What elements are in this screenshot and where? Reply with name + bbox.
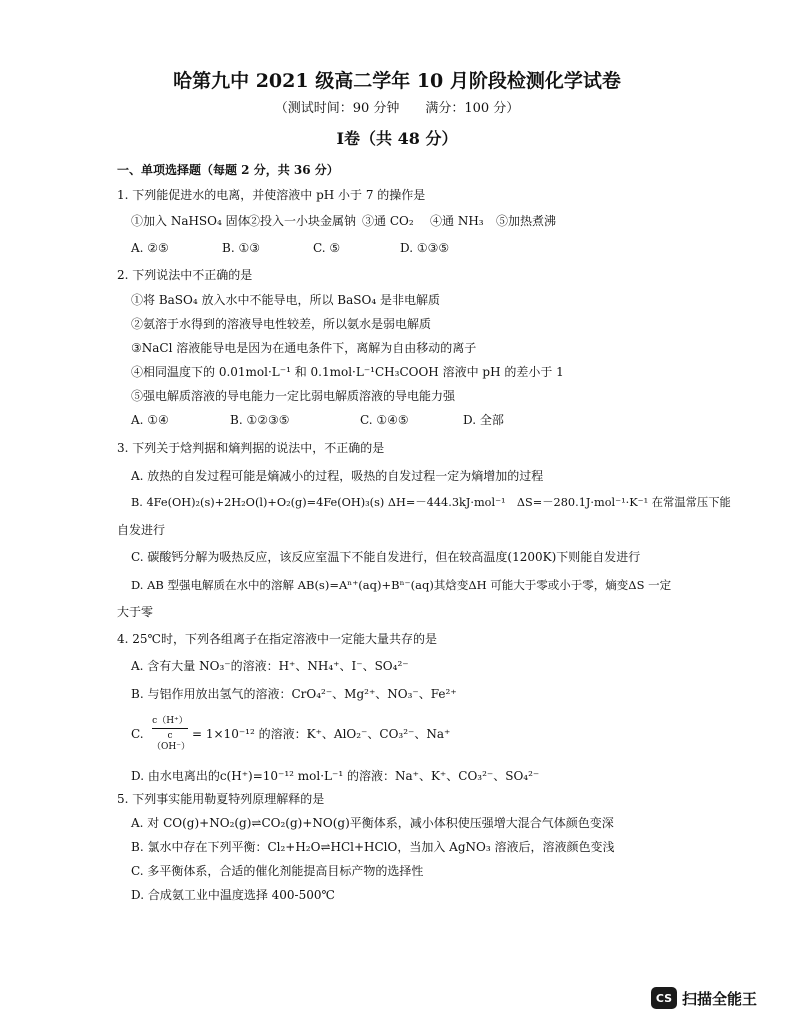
q3-option-a: A. 放热的自发过程可能是熵减小的过程，吸热的自发过程一定为熵增加的过程 <box>131 469 544 483</box>
q1-item-1: ①加入 NaHSO₄ 固体 <box>131 214 250 228</box>
q2-option-b: B. ①②③⑤ <box>230 413 290 427</box>
q3-option-c: C. 碳酸钙分解为吸热反应，该反应室温下不能自发进行，但在较高温度(1200K)下则能自发进行 <box>131 550 641 564</box>
q2-line-5: ⑤强电解质溶液的导电能力一定比弱电解质溶液的导电能力强 <box>131 389 456 403</box>
q5-option-b: B. 氯水中存在下列平衡：Cl₂+H₂O⇌HCl+HClO，当加入 AgNO₃ 溶液后，溶液颜色变浅 <box>131 840 615 854</box>
exam-subtitle: （测试时间：90 分钟 满分：100 分） <box>274 101 520 116</box>
q1-item-3: ③通 CO₂ <box>362 214 414 228</box>
q2-option-a: A. ①④ <box>131 413 169 427</box>
q5-option-c: C. 多平衡体系，合适的催化剂能提高目标产物的选择性 <box>131 864 424 878</box>
q1-option-d: D. ①③⑤ <box>400 241 450 255</box>
q2-option-d: D. 全部 <box>463 413 504 427</box>
q1-option-a: A. ②⑤ <box>131 241 169 255</box>
part-heading: Ⅰ卷（共 48 分） <box>336 129 458 148</box>
q1-option-b: B. ①③ <box>222 241 260 255</box>
q4-stem: 4. 25℃时，下列各组离子在指定溶液中一定能大量共存的是 <box>117 632 437 646</box>
q5-stem: 5. 下列事实能用勒夏特列原理解释的是 <box>117 792 325 806</box>
q4-option-c-label: C. <box>131 727 144 741</box>
q3-option-d-cont: 大于零 <box>117 605 154 619</box>
camscanner-logo-icon: CS <box>651 987 677 1009</box>
q4-option-a: A. 含有大量 NO₃⁻的溶液：H⁺、NH₄⁺、I⁻、SO₄²⁻ <box>131 659 409 673</box>
exam-title: 哈第九中 2021 级高二学年 10 月阶段检测化学试卷 <box>173 70 621 92</box>
q1-option-c: C. ⑤ <box>313 241 341 255</box>
q4-fraction-bar <box>152 728 188 729</box>
q1-item-4: ④通 NH₃ <box>430 214 484 228</box>
watermark-text: 扫描全能王 <box>682 989 758 1008</box>
q4-fraction-denominator: c（OH⁻） <box>152 731 190 752</box>
q1-item-5: ⑤加热煮沸 <box>496 214 557 228</box>
q5-option-a: A. 对 CO(g)+NO₂(g)⇌CO₂(g)+NO(g)平衡体系，减小体积使压强增大混合气体颜色变深 <box>131 816 614 830</box>
q3-option-b-cont: 自发进行 <box>117 523 166 537</box>
q2-line-1: ①将 BaSO₄ 放入水中不能导电，所以 BaSO₄ 是非电解质 <box>131 293 440 307</box>
q2-stem: 2. 下列说法中不正确的是 <box>117 268 253 282</box>
q3-option-b: B. 4Fe(OH)₂(s)+2H₂O(l)+O₂(g)=4Fe(OH)₃(s) ΔH=－444.3kJ·mol⁻¹ ΔS=－280.1J·mol⁻¹·K⁻¹ 在常温常压下能 <box>131 496 731 509</box>
scanner-watermark <box>651 987 757 1009</box>
q4-option-d: D. 由水电离出的c(H⁺)=10⁻¹² mol·L⁻¹ 的溶液：Na⁺、K⁺、CO₃²⁻、SO₄²⁻ <box>131 769 540 783</box>
section-heading: 一、单项选择题（每题 2 分，共 36 分） <box>117 163 339 177</box>
q2-option-c: C. ①④⑤ <box>360 413 409 427</box>
q1-stem: 1. 下列能促进水的电离，并使溶液中 pH 小于 7 的操作是 <box>117 188 426 202</box>
q4-option-b: B. 与铝作用放出氢气的溶液：CrO₄²⁻、Mg²⁺、NO₃⁻、Fe²⁺ <box>131 687 457 701</box>
q1-item-2: ②投入一小块金属钠 <box>248 214 357 228</box>
q2-line-2: ②氨溶于水得到的溶液导电性较差，所以氨水是弱电解质 <box>131 317 432 331</box>
q3-option-d: D. AB 型强电解质在水中的溶解 AB(s)=Aⁿ⁺(aq)+Bⁿ⁻(aq)其焓变ΔH 可能大于零或小于零，熵变ΔS 一定 <box>131 578 672 592</box>
q2-line-4: ④相同温度下的 0.01mol·L⁻¹ 和 0.1mol·L⁻¹CH₃COOH 溶液中 pH 的差小于 1 <box>131 365 564 379</box>
q4-option-c-text: = 1×10⁻¹² 的溶液：K⁺、AlO₂⁻、CO₃²⁻、Na⁺ <box>192 727 451 741</box>
q5-option-d: D. 合成氨工业中温度选择 400-500℃ <box>131 888 335 902</box>
q4-fraction-numerator: c（H⁺） <box>152 716 188 726</box>
q2-line-3: ③NaCl 溶液能导电是因为在通电条件下，离解为自由移动的离子 <box>131 341 477 355</box>
q3-stem: 3. 下列关于焓判据和熵判据的说法中，不正确的是 <box>117 441 385 455</box>
